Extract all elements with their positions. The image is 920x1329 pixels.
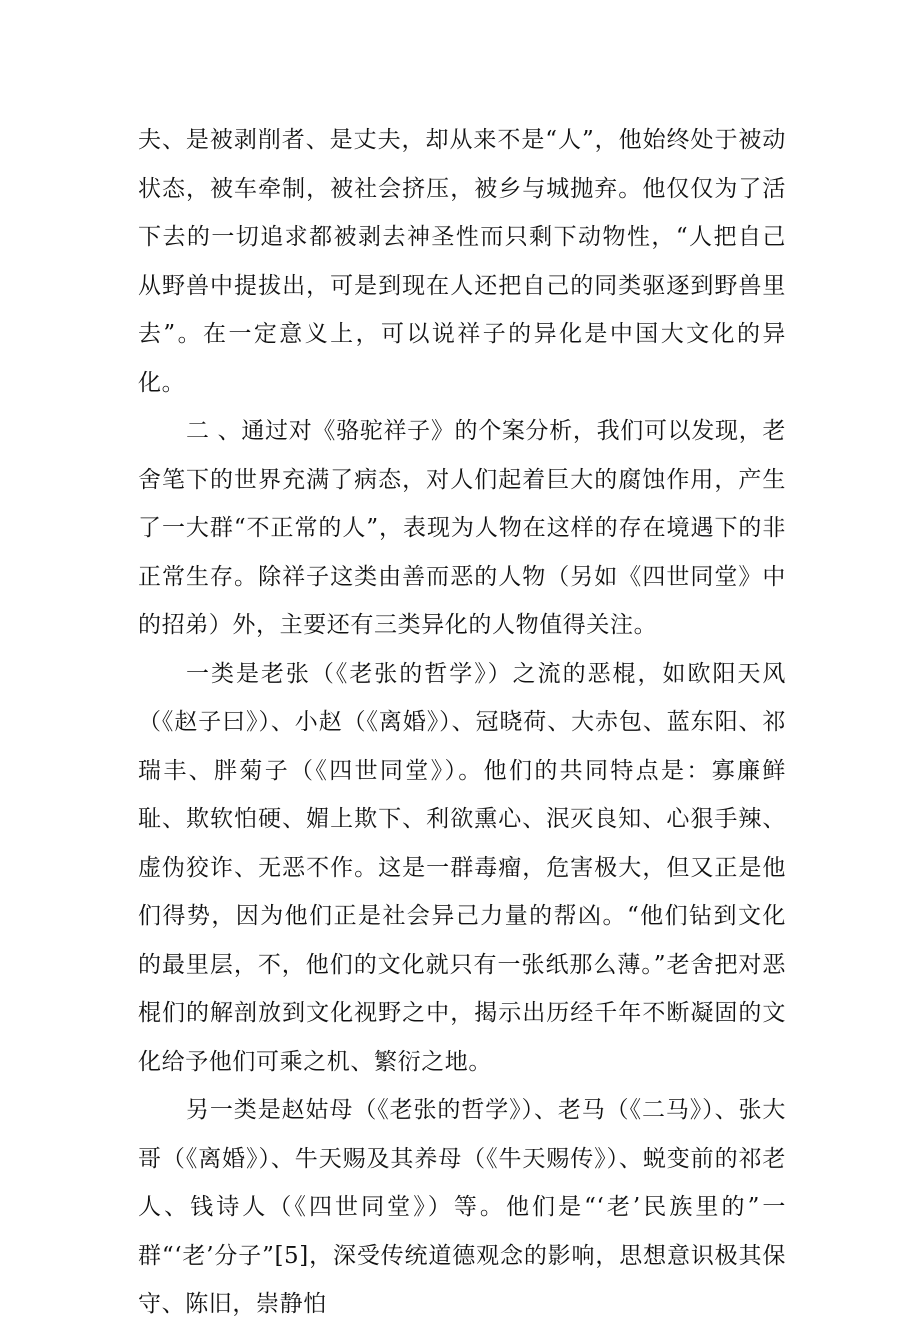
document-body (138, 116, 786, 1329)
paragraph-3: 一类是老张（《老张的哲学》）之流的恶棍，如欧阳天风（《赵子曰》）、小赵（《离婚》）、冠晓荷、大赤包、蓝东阳、祁瑞丰、胖菊子（《四世同堂》）。他们的共同特点是：寡廉鲜耻、欺软怕硬、媚上欺下、利欲熏心、泯灭良知、心狠手辣、虚伪狡诈、无恶不作。这是一群毒瘤，危害极大，但又正是他们得势，因为他们正是社会异己力量的帮凶。“他们钻到文化的最里层，不，他们的文化就只有一张纸那么薄。”老舍把对恶棍们的解剖放到文化视野之中，揭示出历经千年不断凝固的文化给予他们可乘之机、繁衍之地。 (138, 660, 786, 1075)
paragraph-4: 另一类是赵姑母（《老张的哲学》）、老马（《二马》）、张大哥（《离婚》）、牛天赐及其养母（《牛天赐传》）、蜕变前的祁老人、钱诗人（《四世同堂》）等。他们是“‘老’民族里的”一群“‘老’分子”[5]，深受传统道德观念的影响，思想意识极其保守、陈旧，崇静怕 (138, 1097, 786, 1317)
paragraph-1: 夫、是被剥削者、是丈夫，却从来不是“人”，他始终处于被动状态，被车牵制，被社会挤压，被乡与城抛弃。他仅仅为了活下去的一切追求都被剥去神圣性而只剩下动物性，“人把自己从野兽中提拔出，可是到现在人还把自己的同类驱逐到野兽里去”。在一定意义上，可以说祥子的异化是中国大文化的异化。 (138, 127, 786, 396)
paragraph-2: 二 、通过对《骆驼祥子》的个案分析，我们可以发现，老舍笔下的世界充满了病态，对人们起着巨大的腐蚀作用，产生了一大群“不正常的人”，表现为人物在这样的存在境遇下的非正常生存。除祥子这类由善而恶的人物（另如《四世同堂》中的招弟）外，主要还有三类异化的人物值得关注。 (138, 418, 786, 638)
